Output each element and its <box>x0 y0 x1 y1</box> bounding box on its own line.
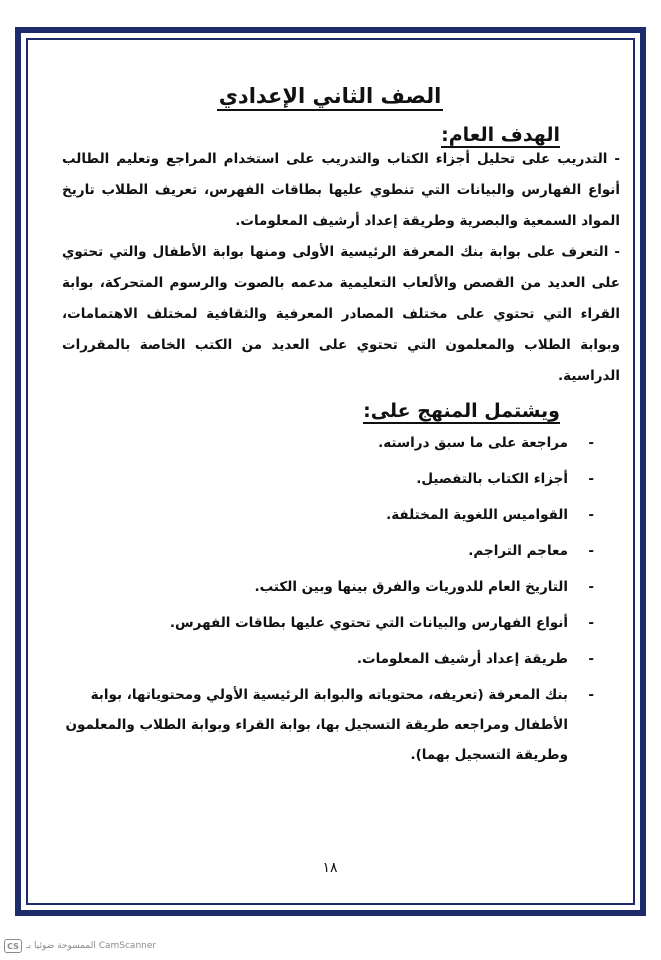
list-bullet: - <box>588 579 594 595</box>
list-bullet: - <box>588 543 594 559</box>
list-bullet: - <box>588 615 594 631</box>
goal-paragraph-2: - التعرف على بوابة بنك المعرفة الرئيسية الأولى ومنها بوابة الأطفال والتي تحتوي على العديد من القصص والألعاب التعليمية مدعمه بالصوت والرسوم المتحركة، بوابة القراء التي تحتوي على مختلف المصادر المعرفية والثقافية لمختلف الاهتمامات، وبوابة الطلاب والمعلمون التي تحتوي على العديد من الكتب الخاصة بالمقررات الدراسية. <box>62 244 620 384</box>
goal-heading <box>441 124 560 146</box>
list-item-text: معاجم التراجم. <box>468 543 568 559</box>
list-item <box>42 497 620 533</box>
list-item <box>42 533 620 569</box>
goal-paragraph-1: - التدريب على تحليل أجزاء الكتاب والتدريب على استخدام المراجع وتعليم الطالب أنواع الفهارس والبيانات التي تنطوي عليها بطاقات الفهرس، تعريف الطلاب تاريخ المواد السمعية والبصرية وطريقة إعداد أرشيف المعلومات. <box>62 151 620 229</box>
list-item-text: التاريخ العام للدوريات والفرق بينها وبين الكتب. <box>254 579 568 595</box>
list-bullet: - <box>588 471 594 487</box>
list-item-text: القواميس اللغوية المختلفة. <box>386 507 568 523</box>
curriculum-list <box>42 425 620 770</box>
list-item-text: بنك المعرفة (تعريفه، محتوياته والبوابة الرئيسية الأولي ومحتوياتها، بوابة الأطفال ومراجعه طريقة التسجيل بها، بوابة القراء وبوابة الطلاب والمعلمون وطريقة التسجيل بهما). <box>65 687 568 763</box>
list-bullet: - <box>588 687 594 703</box>
camscanner-logo: CS <box>4 939 22 953</box>
scanner-watermark <box>4 936 156 956</box>
list-bullet: - <box>588 651 594 667</box>
list-bullet: - <box>588 435 594 451</box>
list-item-text: أنواع الفهارس والبيانات التي تحتوي عليها بطاقات الفهرس. <box>169 615 568 631</box>
document-content <box>40 40 620 876</box>
list-item <box>42 641 620 677</box>
page-number: ١٨ <box>322 860 338 876</box>
list-item <box>42 425 620 461</box>
list-item <box>42 605 620 641</box>
list-bullet: - <box>588 507 594 523</box>
document-title <box>40 84 620 108</box>
goal-heading-text: الهدف العام: <box>441 124 560 146</box>
curriculum-heading <box>363 400 560 422</box>
scanner-watermark-text: الممسوحة ضوئيا بـ CamScanner <box>26 941 157 951</box>
list-item <box>42 461 620 497</box>
list-item-text: مراجعة على ما سبق دراسته. <box>378 435 568 451</box>
list-item <box>42 677 620 770</box>
list-item-text: طريقة إعداد أرشيف المعلومات. <box>356 651 568 667</box>
curriculum-heading-text: ويشتمل المنهج على: <box>363 400 560 422</box>
list-item-text: أجزاء الكتاب بالتفصيل. <box>416 471 568 487</box>
document-title-text: الصف الثاني الإعدادي <box>217 84 444 111</box>
list-item <box>42 569 620 605</box>
